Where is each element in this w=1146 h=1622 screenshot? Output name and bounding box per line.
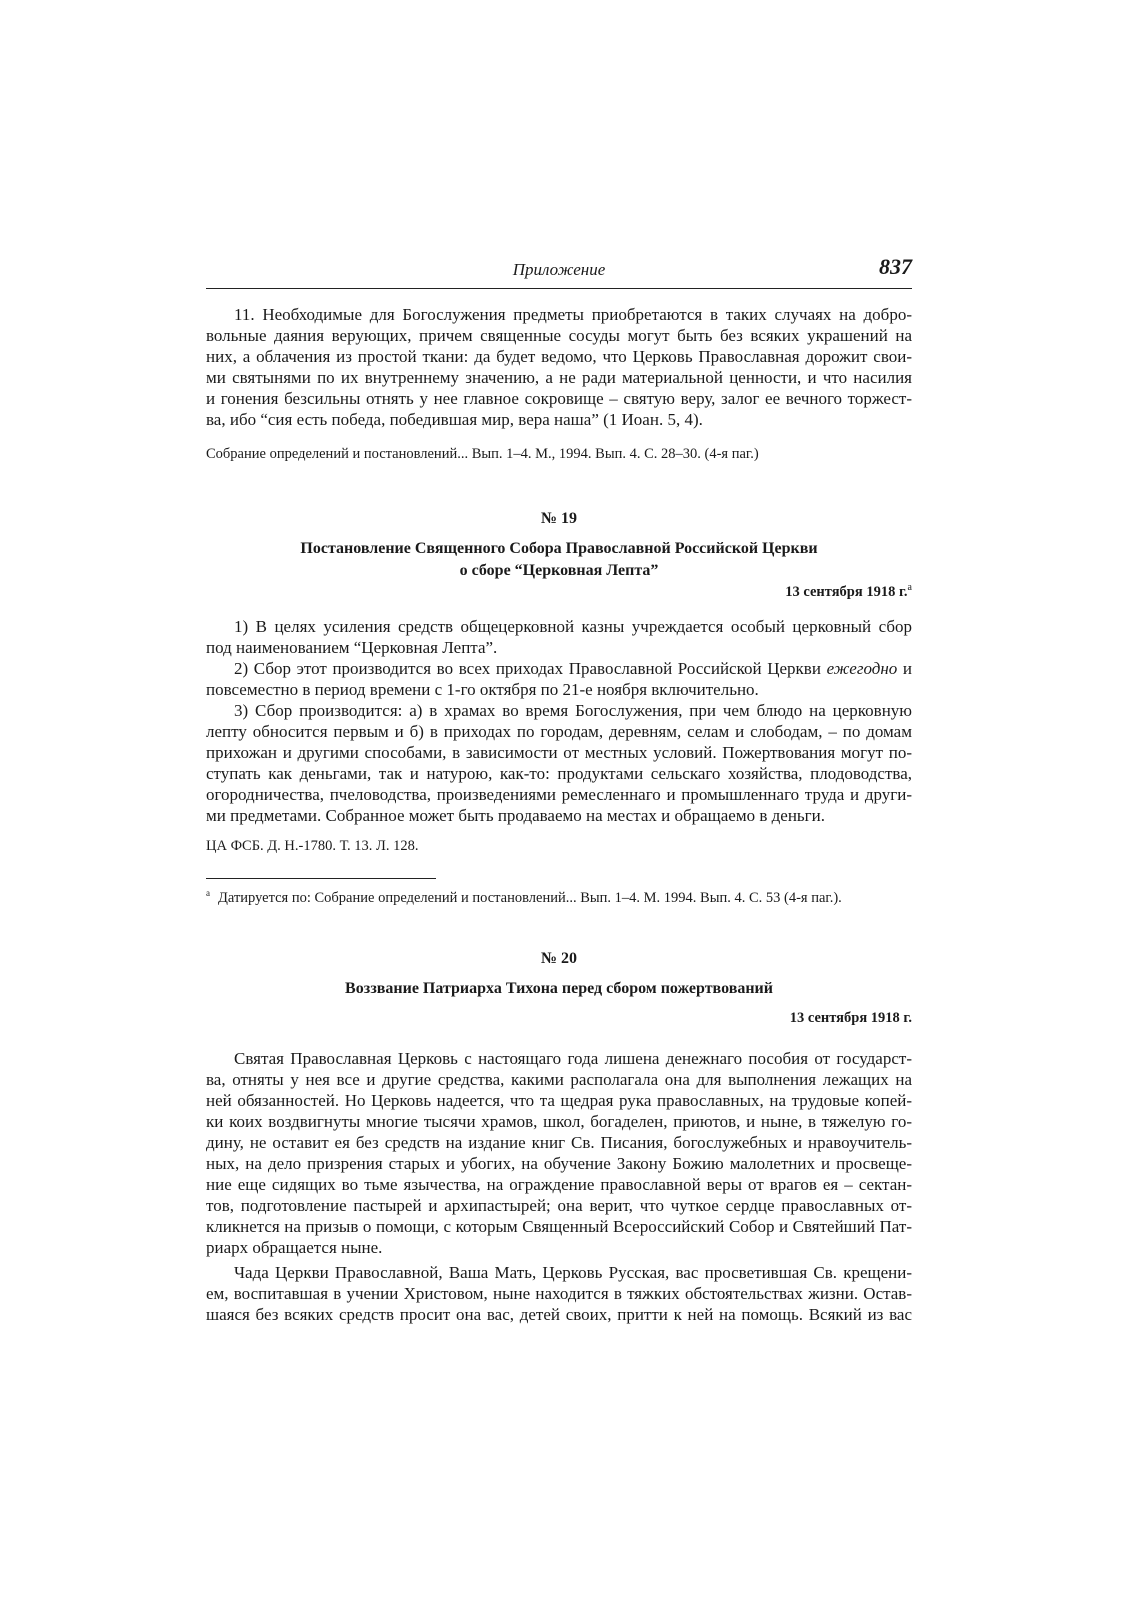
doc-title-line: о сборе “Церковная Лепта” [459, 562, 659, 579]
footnote-mark: а [907, 582, 912, 593]
doc-title-line: Постановление Священного Собора Православной Российской Церкви [300, 540, 818, 557]
doc19-source [206, 837, 912, 856]
text-line: ных, на дело призрения старых и убогих, на обучение Закону Божию малолетних и просвеще- [206, 1154, 912, 1173]
text-line: Святая Православная Церковь с настоящаго года лишена денежнаго пособия от государст- [234, 1049, 912, 1068]
text-line: шаяся без всяких средств просит она вас, детей своих, притти к ней на помощь. Всякий из вас [206, 1305, 912, 1324]
source-citation: Собрание определений и постановлений... Вып. 1–4. М., 1994. Вып. 4. С. 28–30. (4-я паг.) [206, 446, 759, 462]
doc19-heading [206, 510, 912, 528]
text-line: огородничества, пчеловодства, произведениями ремесленнаго и промышленнаго труда и други- [206, 785, 912, 804]
footnote-mark: а [206, 888, 210, 898]
text-line: под наименованием “Церковная Лепта”. [206, 638, 498, 657]
text-line: риарх обращается ныне. [206, 1238, 383, 1257]
footnote-text: Датируется по: Собрание определений и постановлений... Вып. 1–4. М. 1994. Вып. 4. С. 53 (4-я паг.). [218, 889, 842, 906]
doc-date: 13 сентября 1918 г. [785, 583, 908, 600]
intro-paragraph [206, 304, 912, 430]
doc-number: № 19 [540, 510, 578, 527]
running-title: Приложение [512, 260, 606, 279]
text-line: ем, воспитавшая в учении Христовом, ныне находится в тяжких обстоятельствах жизни. Остав- [206, 1284, 912, 1303]
text-line: 3) Сбор производится: а) в храмах во время Богослужения, при чем блюдо на церковную [234, 701, 912, 720]
text-line: 2) Сбор этот производится во всех приходах Православной Российской Церкви ежегодно и [234, 659, 912, 678]
text-line: дину, не оставит ея без средств на издание книг Св. Писания, богослужебных и нравоучитель- [206, 1133, 912, 1152]
text-line: 1) В целях усиления средств общецерковной казны учреждается особый церковный сбор [234, 617, 912, 636]
footnote-divider [206, 878, 436, 879]
text-line: ние еще сидящих во тьме язычества, на ограждение православной веры от врагов ея – сектан- [206, 1175, 912, 1194]
text-line: ней обязанностей. Но Церковь надеется, что та щедрая рука православных, на трудовые копей- [206, 1091, 912, 1110]
text-line: ступать как деньгами, так и натурою, как-то: продуктами сельскаго хозяйства, плодоводства, [206, 764, 912, 783]
doc19-title [206, 538, 912, 582]
text-line: ми святынями по их внутреннему значению, а не ради материальной ценности, и что насилия [206, 368, 912, 387]
text-line: прихожан и другими способами, в зависимости от местных условий. Пожертвования могут по- [206, 743, 912, 762]
doc-title-line: Воззвание Патриарха Тихона перед сбором пожертвований [345, 980, 773, 997]
doc19-body [206, 616, 912, 826]
doc-date: 13 сентября 1918 г. [789, 1010, 912, 1026]
text-line: вольные даяния верующих, причем священные сосуды могут быть без всяких украшений на [206, 326, 912, 345]
doc20-date [206, 1010, 912, 1027]
text-line: ва, отняты у нея все и другие средства, какими располагала она для выполнения лежащих на [206, 1070, 912, 1089]
text-line: лепту обносится первым и б) в приходах по городам, деревням, селам и слободам, – по домам [206, 722, 912, 741]
doc20-title [206, 978, 912, 1000]
text-line: кликнется на призыв о помощи, с которым Священный Всероссийский Собор и Святейший Пат- [206, 1217, 912, 1236]
running-header [206, 254, 912, 289]
intro-source [206, 445, 912, 464]
text-line: повсеместно в период времени с 1-го октября по 21-е ноября включительно. [206, 680, 759, 699]
text-line: ми предметами. Собранное может быть продаваемо на местах и обращаемо в деньги. [206, 806, 826, 825]
text-line: них, а облачения из простой ткани: да будет ведомо, что Церковь Православная дорожит свои- [206, 347, 912, 366]
text-line: Чада Церкви Православной, Ваша Мать, Церковь Русская, вас просветившая Св. крещени- [234, 1263, 912, 1282]
footnote [206, 884, 912, 908]
text-line: ва, ибо “сия есть победа, победившая мир, вера наша” (1 Иоан. 5, 4). [206, 410, 703, 429]
text-line: ки коих воздвигнуты многие тысячи храмов, школ, богаделен, приютов, и ныне, в тяжелую го- [206, 1112, 912, 1131]
doc20-body [206, 1048, 912, 1325]
page-number: 837 [879, 254, 912, 279]
doc-number: № 20 [540, 950, 578, 967]
doc20-heading [206, 950, 912, 968]
text-line: тов, подготовление пастырей и архипастырей; она верит, что чуткое сердце православных от- [206, 1196, 912, 1215]
text-line: и гонения безсильны отнять у нее главное сокровище – святую веру, залог ее вечного торжест- [206, 389, 912, 408]
text-line: 11. Необходимые для Богослужения предметы приобретаются в таких случаях на добро- [234, 305, 912, 324]
doc19-date [206, 582, 912, 601]
source-citation: ЦА ФСБ. Д. Н.-1780. Т. 13. Л. 128. [206, 838, 419, 854]
